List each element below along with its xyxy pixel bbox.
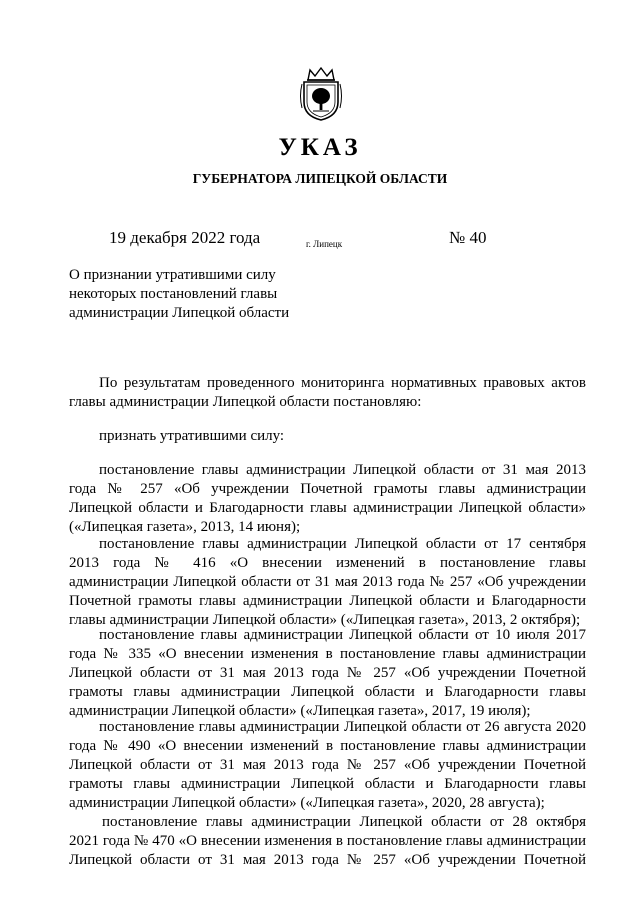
- body-line: По результатам проведенного мониторинга нормативных правовых актов: [99, 375, 586, 391]
- body-line: года № 490 «О внесении изменений в постановление главы администрации: [69, 738, 586, 754]
- heading-line: некоторых постановлений главы: [69, 286, 278, 302]
- body-line: («Липецкая газета», 2013, 14 июня);: [69, 519, 301, 535]
- body-line: постановление главы администрации Липецкой области от 17 сентября: [99, 536, 586, 552]
- body-line: постановление главы администрации Липецкой области от 10 июля 2017: [99, 627, 586, 643]
- heading-line: О признании утратившими силу: [69, 267, 276, 283]
- document-number: № 40: [449, 228, 487, 247]
- body-line: главы администрации Липецкой области постановляю:: [69, 394, 422, 410]
- body-line: признать утратившими силу:: [99, 428, 285, 444]
- body-line: года № 257 «Об учреждении Почетной грамоты главы администрации: [69, 481, 586, 497]
- body-line: Липецкой области от 31 мая 2013 года № 257 «Об учреждении Почетной: [69, 852, 586, 868]
- coat-of-arms-icon: [298, 66, 344, 122]
- body-line: 2021 года № 470 «О внесении изменения в постановление главы администрации: [69, 833, 586, 849]
- body-line: администрации Липецкой области» («Липецкая газета», 2020, 28 августа);: [69, 795, 545, 811]
- body-line: постановление главы администрации Липецкой области от 26 августа 2020: [99, 719, 586, 735]
- body-line: администрации Липецкой области» («Липецкая газета», 2017, 19 июля);: [69, 703, 531, 719]
- body-line: Липецкой области от 31 мая 2013 года № 257 «Об учреждении Почетной: [69, 665, 586, 681]
- body-line: главы администрации Липецкой области» («Липецкая газета», 2013, 2 октября);: [69, 612, 581, 628]
- document-title: УКАЗ: [278, 134, 362, 161]
- body-line: грамоты главы администрации Липецкой области и Благодарности главы: [69, 684, 586, 700]
- body-line: постановление главы администрации Липецкой области от 31 мая 2013: [99, 462, 586, 478]
- document-subtitle: ГУБЕРНАТОРА ЛИПЕЦКОЙ ОБЛАСТИ: [192, 171, 448, 186]
- heading-line: администрации Липецкой области: [69, 305, 290, 321]
- body-line: грамоты главы администрации Липецкой области и Благодарности главы: [69, 776, 586, 792]
- body-line: Липецкой области от 31 мая 2013 года № 257 «Об учреждении Почетной: [69, 757, 586, 773]
- body-line: Липецкой области и Благодарности главы администрации Липецкой области»: [69, 500, 586, 516]
- body-line: администрации Липецкой области от 31 мая 2013 года № 257 «Об учреждении: [69, 574, 586, 590]
- body-line: 2013 года № 416 «О внесении изменений в постановление главы: [69, 555, 586, 571]
- body-line: года № 335 «О внесении изменения в постановление главы администрации: [69, 646, 586, 662]
- document-city: г. Липецк: [306, 239, 343, 249]
- document-date: 19 декабря 2022 года: [109, 228, 261, 247]
- document-heading: [69, 266, 289, 323]
- body-line: Почетной грамоты главы администрации Липецкой области и Благодарности: [69, 593, 586, 609]
- body-line: постановление главы администрации Липецкой области от 28 октября: [102, 814, 586, 830]
